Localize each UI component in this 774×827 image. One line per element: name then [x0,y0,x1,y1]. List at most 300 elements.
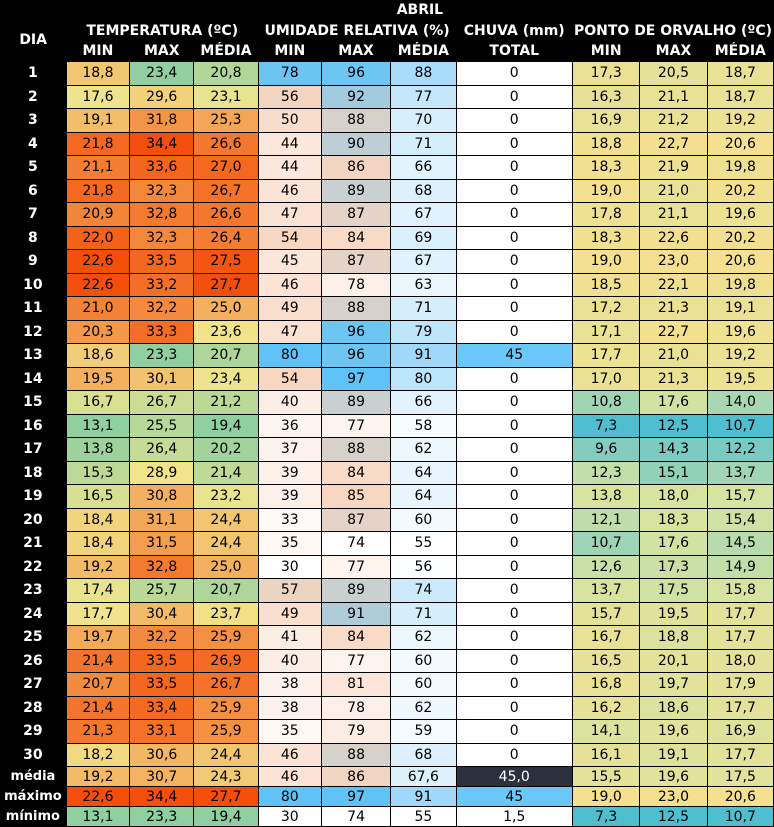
cell-tavg[interactable]: 26,4 [194,226,258,250]
cell-hmax[interactable]: 88 [321,297,390,321]
cell-dmin[interactable]: 16,5 [573,649,640,673]
cell-tavg[interactable]: 26,7 [194,179,258,203]
cell-havg[interactable]: 66 [391,156,456,180]
cell-havg[interactable]: 63 [391,273,456,297]
cell-hmin[interactable]: 46 [258,743,321,767]
cell-havg[interactable]: 80 [391,367,456,391]
cell-tavg[interactable]: 20,7 [194,579,258,603]
cell-tmin[interactable]: 19,1 [66,109,129,133]
cell-tavg[interactable]: 20,7 [194,344,258,368]
cell-tmin[interactable]: 19,7 [66,626,129,650]
summary-cell-davg[interactable]: 17,5 [707,767,773,787]
cell-tavg[interactable]: 23,2 [194,485,258,509]
cell-rain[interactable]: 0 [456,250,573,274]
cell-tavg[interactable]: 19,4 [194,414,258,438]
cell-davg[interactable]: 17,7 [707,602,773,626]
cell-hmin[interactable]: 57 [258,579,321,603]
cell-tmax[interactable]: 33,4 [130,696,194,720]
summary-cell-havg[interactable]: 55 [391,807,456,827]
cell-dmax[interactable]: 15,1 [640,461,707,485]
cell-davg[interactable]: 19,8 [707,156,773,180]
cell-dmin[interactable]: 10,8 [573,391,640,415]
cell-dmax[interactable]: 21,0 [640,179,707,203]
cell-tmin[interactable]: 21,4 [66,649,129,673]
cell-davg[interactable]: 17,7 [707,626,773,650]
cell-hmax[interactable]: 81 [321,673,390,697]
cell-tavg[interactable]: 26,6 [194,132,258,156]
cell-tavg[interactable]: 23,6 [194,320,258,344]
cell-dmin[interactable]: 13,7 [573,579,640,603]
cell-havg[interactable]: 91 [391,344,456,368]
cell-davg[interactable]: 20,2 [707,226,773,250]
cell-dmin[interactable]: 16,2 [573,696,640,720]
summary-cell-hmax[interactable]: 86 [321,767,390,787]
cell-tmin[interactable]: 22,6 [66,250,129,274]
cell-hmax[interactable]: 84 [321,461,390,485]
cell-dmax[interactable]: 21,9 [640,156,707,180]
cell-rain[interactable]: 0 [456,626,573,650]
cell-rain[interactable]: 0 [456,579,573,603]
cell-dmin[interactable]: 18,3 [573,156,640,180]
cell-hmin[interactable]: 46 [258,273,321,297]
cell-hmin[interactable]: 45 [258,250,321,274]
cell-hmin[interactable]: 38 [258,696,321,720]
cell-hmax[interactable]: 84 [321,626,390,650]
cell-hmax[interactable]: 88 [321,109,390,133]
cell-tmax[interactable]: 32,3 [130,226,194,250]
cell-dmin[interactable]: 7,3 [573,414,640,438]
cell-tavg[interactable]: 25,9 [194,696,258,720]
cell-dmin[interactable]: 12,6 [573,555,640,579]
cell-tmin[interactable]: 20,7 [66,673,129,697]
cell-dmin[interactable]: 12,3 [573,461,640,485]
cell-havg[interactable]: 71 [391,132,456,156]
cell-hmin[interactable]: 35 [258,720,321,744]
cell-dmax[interactable]: 21,1 [640,203,707,227]
cell-rain[interactable]: 0 [456,367,573,391]
summary-cell-tavg[interactable]: 19,4 [194,807,258,827]
cell-rain[interactable]: 0 [456,132,573,156]
summary-cell-dmin[interactable]: 19,0 [573,787,640,807]
cell-tmax[interactable]: 30,8 [130,485,194,509]
cell-tavg[interactable]: 25,3 [194,109,258,133]
summary-cell-tmin[interactable]: 13,1 [66,807,129,827]
cell-havg[interactable]: 64 [391,461,456,485]
cell-tmin[interactable]: 17,4 [66,579,129,603]
cell-hmax[interactable]: 89 [321,391,390,415]
cell-rain[interactable]: 0 [456,602,573,626]
cell-tmax[interactable]: 26,4 [130,438,194,462]
cell-rain[interactable]: 0 [456,461,573,485]
cell-dmax[interactable]: 22,1 [640,273,707,297]
cell-hmax[interactable]: 90 [321,132,390,156]
summary-cell-rain[interactable]: 1,5 [456,807,573,827]
cell-tmin[interactable]: 19,2 [66,555,129,579]
summary-cell-hmin[interactable]: 30 [258,807,321,827]
cell-hmax[interactable]: 79 [321,720,390,744]
cell-tmax[interactable]: 32,8 [130,555,194,579]
cell-tavg[interactable]: 25,9 [194,626,258,650]
cell-hmin[interactable]: 44 [258,132,321,156]
cell-davg[interactable]: 19,5 [707,367,773,391]
cell-dmax[interactable]: 17,3 [640,555,707,579]
cell-rain[interactable]: 0 [456,179,573,203]
cell-hmax[interactable]: 92 [321,85,390,109]
cell-tmin[interactable]: 20,3 [66,320,129,344]
cell-hmin[interactable]: 50 [258,109,321,133]
cell-dmax[interactable]: 18,6 [640,696,707,720]
cell-tmin[interactable]: 18,4 [66,508,129,532]
summary-cell-hmin[interactable]: 46 [258,767,321,787]
cell-rain[interactable]: 0 [456,203,573,227]
cell-dmax[interactable]: 21,2 [640,109,707,133]
cell-dmax[interactable]: 22,7 [640,132,707,156]
cell-hmax[interactable]: 86 [321,156,390,180]
cell-tavg[interactable]: 27,0 [194,156,258,180]
cell-havg[interactable]: 70 [391,109,456,133]
cell-rain[interactable]: 0 [456,156,573,180]
cell-hmin[interactable]: 44 [258,156,321,180]
cell-tmin[interactable]: 21,8 [66,132,129,156]
cell-dmin[interactable]: 9,6 [573,438,640,462]
cell-hmax[interactable]: 85 [321,485,390,509]
cell-tmin[interactable]: 20,9 [66,203,129,227]
cell-hmax[interactable]: 88 [321,743,390,767]
cell-havg[interactable]: 62 [391,696,456,720]
cell-tmin[interactable]: 17,6 [66,85,129,109]
cell-tavg[interactable]: 25,0 [194,297,258,321]
cell-hmin[interactable]: 47 [258,320,321,344]
cell-dmax[interactable]: 23,0 [640,250,707,274]
cell-havg[interactable]: 64 [391,485,456,509]
cell-davg[interactable]: 17,7 [707,696,773,720]
cell-hmax[interactable]: 87 [321,250,390,274]
cell-dmin[interactable]: 17,3 [573,62,640,86]
cell-havg[interactable]: 68 [391,179,456,203]
cell-tmin[interactable]: 21,0 [66,297,129,321]
cell-davg[interactable]: 20,2 [707,179,773,203]
cell-dmin[interactable]: 16,3 [573,85,640,109]
cell-hmin[interactable]: 41 [258,626,321,650]
cell-tmax[interactable]: 31,1 [130,508,194,532]
cell-tavg[interactable]: 26,6 [194,203,258,227]
cell-rain[interactable]: 0 [456,226,573,250]
cell-rain[interactable]: 0 [456,320,573,344]
cell-dmin[interactable]: 16,8 [573,673,640,697]
cell-dmax[interactable]: 22,6 [640,226,707,250]
cell-tavg[interactable]: 21,4 [194,461,258,485]
cell-tmax[interactable]: 29,6 [130,85,194,109]
cell-tavg[interactable]: 21,2 [194,391,258,415]
summary-cell-dmax[interactable]: 19,6 [640,767,707,787]
cell-dmax[interactable]: 21,3 [640,367,707,391]
summary-cell-hmax[interactable]: 74 [321,807,390,827]
cell-tmax[interactable]: 25,7 [130,579,194,603]
cell-davg[interactable]: 14,9 [707,555,773,579]
cell-hmax[interactable]: 84 [321,226,390,250]
cell-davg[interactable]: 14,0 [707,391,773,415]
cell-tmax[interactable]: 33,3 [130,320,194,344]
cell-tmin[interactable]: 15,3 [66,461,129,485]
cell-davg[interactable]: 20,6 [707,250,773,274]
cell-hmax[interactable]: 88 [321,438,390,462]
cell-rain[interactable]: 0 [456,297,573,321]
summary-cell-tmin[interactable]: 19,2 [66,767,129,787]
cell-dmax[interactable]: 18,0 [640,485,707,509]
cell-havg[interactable]: 77 [391,85,456,109]
cell-tavg[interactable]: 24,4 [194,743,258,767]
cell-hmin[interactable]: 49 [258,297,321,321]
cell-rain[interactable]: 0 [456,743,573,767]
cell-dmin[interactable]: 17,7 [573,344,640,368]
cell-dmin[interactable]: 17,2 [573,297,640,321]
cell-tmax[interactable]: 33,2 [130,273,194,297]
cell-hmin[interactable]: 54 [258,226,321,250]
cell-davg[interactable]: 15,8 [707,579,773,603]
cell-tmin[interactable]: 13,8 [66,438,129,462]
cell-tmin[interactable]: 13,1 [66,414,129,438]
cell-dmin[interactable]: 18,3 [573,226,640,250]
cell-dmax[interactable]: 19,7 [640,673,707,697]
cell-rain[interactable]: 0 [456,649,573,673]
cell-havg[interactable]: 79 [391,320,456,344]
cell-tmin[interactable]: 18,6 [66,344,129,368]
cell-tmax[interactable]: 23,3 [130,344,194,368]
summary-cell-dmax[interactable]: 12,5 [640,807,707,827]
cell-tmax[interactable]: 28,9 [130,461,194,485]
cell-davg[interactable]: 17,9 [707,673,773,697]
cell-hmax[interactable]: 91 [321,602,390,626]
cell-dmin[interactable]: 19,0 [573,179,640,203]
cell-tmin[interactable]: 21,8 [66,179,129,203]
cell-dmax[interactable]: 18,3 [640,508,707,532]
cell-tavg[interactable]: 25,0 [194,555,258,579]
cell-havg[interactable]: 60 [391,508,456,532]
cell-hmax[interactable]: 77 [321,649,390,673]
cell-tmax[interactable]: 32,8 [130,203,194,227]
cell-hmax[interactable]: 87 [321,508,390,532]
cell-davg[interactable]: 18,7 [707,62,773,86]
summary-cell-tmax[interactable]: 30,7 [130,767,194,787]
cell-havg[interactable]: 62 [391,438,456,462]
cell-tavg[interactable]: 20,8 [194,62,258,86]
cell-dmin[interactable]: 19,0 [573,250,640,274]
cell-tmax[interactable]: 33,6 [130,156,194,180]
cell-tmin[interactable]: 18,2 [66,743,129,767]
cell-davg[interactable]: 15,4 [707,508,773,532]
cell-hmin[interactable]: 49 [258,602,321,626]
cell-tmax[interactable]: 33,5 [130,649,194,673]
cell-davg[interactable]: 19,2 [707,109,773,133]
cell-tavg[interactable]: 20,2 [194,438,258,462]
cell-dmin[interactable]: 16,7 [573,626,640,650]
cell-davg[interactable]: 16,9 [707,720,773,744]
cell-havg[interactable]: 69 [391,226,456,250]
cell-tmin[interactable]: 16,5 [66,485,129,509]
summary-cell-tavg[interactable]: 24,3 [194,767,258,787]
cell-tavg[interactable]: 23,7 [194,602,258,626]
cell-dmin[interactable]: 17,8 [573,203,640,227]
cell-havg[interactable]: 56 [391,555,456,579]
summary-cell-havg[interactable]: 67,6 [391,767,456,787]
cell-hmin[interactable]: 80 [258,344,321,368]
cell-tmax[interactable]: 32,3 [130,179,194,203]
cell-davg[interactable]: 19,6 [707,203,773,227]
cell-tmax[interactable]: 33,1 [130,720,194,744]
cell-havg[interactable]: 74 [391,579,456,603]
cell-havg[interactable]: 71 [391,602,456,626]
summary-cell-hmin[interactable]: 80 [258,787,321,807]
cell-tmin[interactable]: 22,6 [66,273,129,297]
cell-dmin[interactable]: 18,5 [573,273,640,297]
cell-tmin[interactable]: 22,0 [66,226,129,250]
cell-tmax[interactable]: 31,8 [130,109,194,133]
cell-hmin[interactable]: 38 [258,673,321,697]
summary-cell-rain[interactable]: 45 [456,787,573,807]
cell-hmax[interactable]: 77 [321,414,390,438]
cell-hmax[interactable]: 87 [321,203,390,227]
cell-tmin[interactable]: 16,7 [66,391,129,415]
cell-dmin[interactable]: 16,1 [573,743,640,767]
cell-davg[interactable]: 19,1 [707,297,773,321]
cell-rain[interactable]: 0 [456,673,573,697]
summary-cell-dmin[interactable]: 7,3 [573,807,640,827]
cell-davg[interactable]: 19,2 [707,344,773,368]
cell-rain[interactable]: 0 [456,438,573,462]
cell-davg[interactable]: 10,7 [707,414,773,438]
cell-hmax[interactable]: 77 [321,555,390,579]
cell-tavg[interactable]: 25,9 [194,720,258,744]
cell-dmin[interactable]: 13,8 [573,485,640,509]
cell-hmin[interactable]: 36 [258,414,321,438]
cell-tmin[interactable]: 18,4 [66,532,129,556]
cell-dmax[interactable]: 20,5 [640,62,707,86]
cell-dmax[interactable]: 19,1 [640,743,707,767]
cell-hmax[interactable]: 78 [321,696,390,720]
cell-hmin[interactable]: 30 [258,555,321,579]
cell-havg[interactable]: 67 [391,203,456,227]
cell-dmax[interactable]: 22,7 [640,320,707,344]
cell-davg[interactable]: 19,8 [707,273,773,297]
cell-dmax[interactable]: 17,6 [640,391,707,415]
summary-cell-havg[interactable]: 91 [391,787,456,807]
cell-havg[interactable]: 59 [391,720,456,744]
cell-tmax[interactable]: 31,5 [130,532,194,556]
cell-hmin[interactable]: 39 [258,485,321,509]
summary-cell-rain[interactable]: 45,0 [456,767,573,787]
cell-hmin[interactable]: 56 [258,85,321,109]
cell-tmax[interactable]: 30,1 [130,367,194,391]
cell-dmax[interactable]: 19,5 [640,602,707,626]
cell-hmax[interactable]: 74 [321,532,390,556]
cell-hmax[interactable]: 96 [321,344,390,368]
cell-davg[interactable]: 15,7 [707,485,773,509]
cell-dmax[interactable]: 17,6 [640,532,707,556]
cell-havg[interactable]: 67 [391,250,456,274]
summary-cell-davg[interactable]: 10,7 [707,807,773,827]
summary-cell-tmin[interactable]: 22,6 [66,787,129,807]
cell-tmax[interactable]: 33,5 [130,250,194,274]
cell-tavg[interactable]: 27,7 [194,273,258,297]
cell-havg[interactable]: 60 [391,673,456,697]
summary-cell-tmax[interactable]: 23,3 [130,807,194,827]
cell-dmax[interactable]: 12,5 [640,414,707,438]
cell-tmax[interactable]: 34,4 [130,132,194,156]
cell-tavg[interactable]: 23,1 [194,85,258,109]
cell-tavg[interactable]: 23,4 [194,367,258,391]
cell-tmin[interactable]: 21,1 [66,156,129,180]
cell-rain[interactable]: 0 [456,532,573,556]
cell-davg[interactable]: 20,6 [707,132,773,156]
cell-hmin[interactable]: 37 [258,438,321,462]
cell-dmax[interactable]: 20,1 [640,649,707,673]
cell-rain[interactable]: 0 [456,414,573,438]
cell-hmax[interactable]: 78 [321,273,390,297]
cell-tmax[interactable]: 30,6 [130,743,194,767]
cell-dmax[interactable]: 14,3 [640,438,707,462]
cell-tmax[interactable]: 23,4 [130,62,194,86]
cell-hmin[interactable]: 46 [258,179,321,203]
cell-tavg[interactable]: 27,5 [194,250,258,274]
cell-dmax[interactable]: 19,6 [640,720,707,744]
cell-davg[interactable]: 12,2 [707,438,773,462]
cell-tmin[interactable]: 19,5 [66,367,129,391]
cell-tavg[interactable]: 24,4 [194,508,258,532]
cell-tmax[interactable]: 26,7 [130,391,194,415]
summary-cell-hmax[interactable]: 97 [321,787,390,807]
cell-rain[interactable]: 0 [456,85,573,109]
cell-hmin[interactable]: 40 [258,649,321,673]
cell-davg[interactable]: 19,6 [707,320,773,344]
cell-tmax[interactable]: 30,4 [130,602,194,626]
cell-rain[interactable]: 0 [456,720,573,744]
cell-havg[interactable]: 71 [391,297,456,321]
cell-dmax[interactable]: 18,8 [640,626,707,650]
cell-dmax[interactable]: 17,5 [640,579,707,603]
cell-rain[interactable]: 0 [456,62,573,86]
cell-havg[interactable]: 60 [391,649,456,673]
cell-davg[interactable]: 14,5 [707,532,773,556]
cell-hmin[interactable]: 47 [258,203,321,227]
cell-dmin[interactable]: 17,1 [573,320,640,344]
summary-cell-dmin[interactable]: 15,5 [573,767,640,787]
cell-rain[interactable]: 0 [456,696,573,720]
cell-havg[interactable]: 88 [391,62,456,86]
cell-dmin[interactable]: 17,0 [573,367,640,391]
cell-tavg[interactable]: 26,7 [194,673,258,697]
cell-hmin[interactable]: 40 [258,391,321,415]
cell-havg[interactable]: 55 [391,532,456,556]
cell-davg[interactable]: 18,7 [707,85,773,109]
cell-hmin[interactable]: 35 [258,532,321,556]
summary-cell-tmax[interactable]: 34,4 [130,787,194,807]
cell-rain[interactable]: 0 [456,391,573,415]
summary-cell-davg[interactable]: 20,6 [707,787,773,807]
cell-tmin[interactable]: 21,3 [66,720,129,744]
cell-dmin[interactable]: 10,7 [573,532,640,556]
cell-dmin[interactable]: 15,7 [573,602,640,626]
cell-rain[interactable]: 0 [456,485,573,509]
cell-hmin[interactable]: 78 [258,62,321,86]
cell-dmin[interactable]: 16,9 [573,109,640,133]
cell-dmax[interactable]: 21,1 [640,85,707,109]
cell-rain[interactable]: 0 [456,508,573,532]
cell-rain[interactable]: 45 [456,344,573,368]
cell-tmin[interactable]: 17,7 [66,602,129,626]
cell-tavg[interactable]: 24,4 [194,532,258,556]
cell-hmin[interactable]: 39 [258,461,321,485]
cell-tmin[interactable]: 18,8 [66,62,129,86]
